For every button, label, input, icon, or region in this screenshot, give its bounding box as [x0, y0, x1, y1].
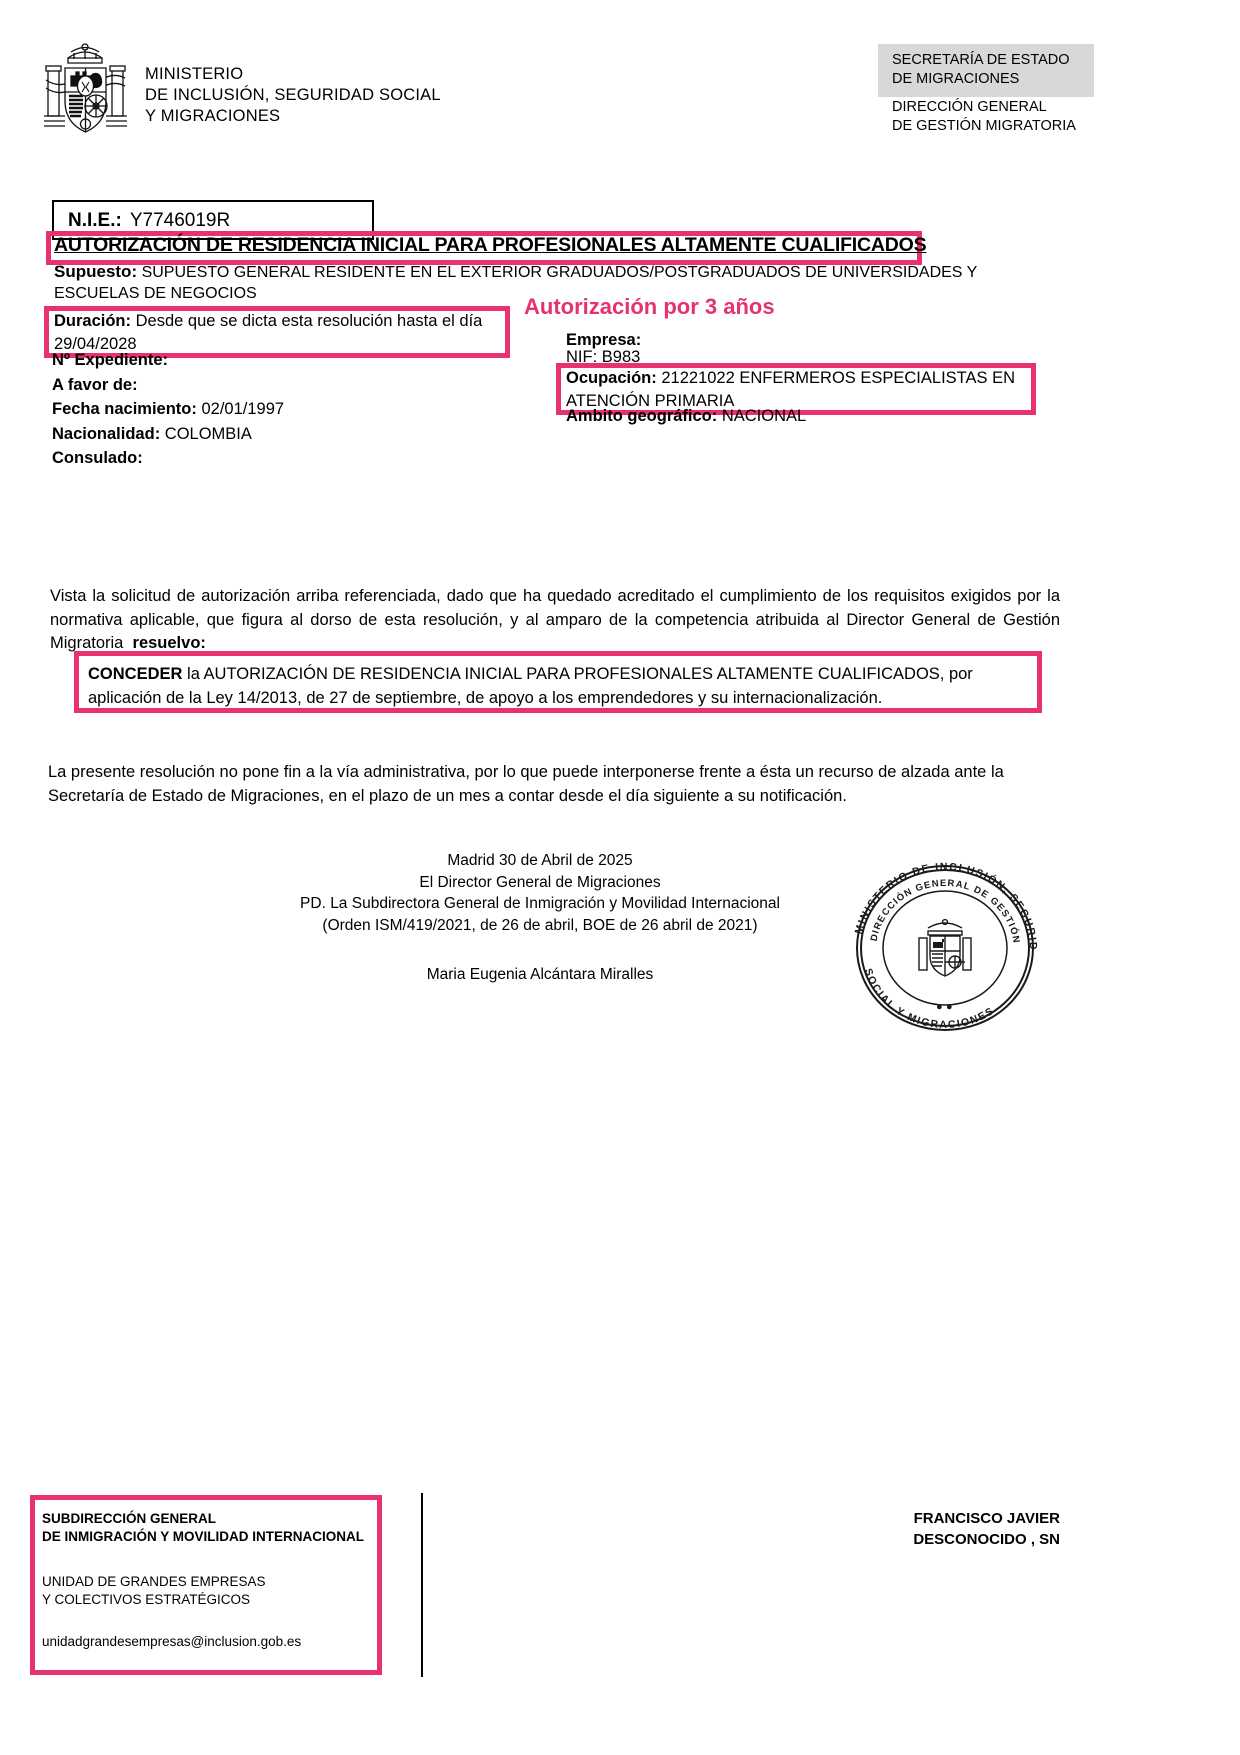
svg-text:●: ●	[946, 1001, 953, 1013]
field-fecha-nacimiento-label: Fecha nacimiento:	[52, 400, 197, 418]
footer-recipient-name: FRANCISCO JAVIER	[913, 1510, 1060, 1527]
duracion-value: Desde que se dicta esta resolución hasta el día 29/04/2028	[54, 312, 483, 353]
field-expediente	[52, 348, 284, 373]
nie-value: Y7746019R	[129, 210, 231, 231]
svg-text:MINISTERIO DE INCLUSIÓN, SEGUR: MINISTERIO DE INCLUSIÓN, SEGURID	[852, 860, 1040, 952]
field-nacionalidad-value: COLOMBIA	[164, 424, 252, 443]
footer-email[interactable]: unidadgrandesempresas@inclusion.gob.es	[42, 1634, 302, 1649]
supuesto-value: SUPUESTO GENERAL RESIDENTE EN EL EXTERIOR GRADUADOS/POSTGRADUADOS DE UNIVERSIDADES Y ESCUELAS DE NEGOCIOS	[54, 264, 978, 302]
footer-unidad-line-2: Y COLECTIVOS ESTRATÉGICOS	[42, 1592, 251, 1607]
signature-role-2: PD. La Subdirectora General de Inmigración y Movilidad Internacional	[300, 895, 780, 912]
nie-label: N.I.E.:	[68, 210, 122, 231]
field-nif-value: B983	[601, 348, 641, 366]
field-nif-label: NIF:	[566, 348, 598, 366]
nie-content	[68, 210, 230, 232]
ministry-line-1: MINISTERIO	[145, 65, 244, 83]
signature-order-ref: (Orden ISM/419/2021, de 26 de abril, BOE de 26 abril de 2021)	[322, 916, 758, 934]
field-a-favor-de	[52, 373, 284, 398]
field-consulado	[52, 446, 284, 471]
ministry-line-3: Y MIGRACIONES	[145, 107, 281, 125]
field-nacionalidad	[52, 422, 284, 447]
supuesto-label: Supuesto:	[54, 262, 138, 281]
field-expediente-label: Nº Expediente:	[52, 351, 169, 369]
footer-unidad-line-1: UNIDAD DE GRANDES EMPRESAS	[42, 1574, 266, 1589]
direccion-line-1: DIRECCIÓN GENERAL	[892, 99, 1047, 115]
field-ambito-value: NACIONAL	[721, 407, 807, 425]
conceder-keyword: CONCEDER	[88, 665, 183, 683]
field-empresa-label: Empresa:	[566, 331, 642, 349]
signatory-name: Maria Eugenia Alcántara Miralles	[426, 966, 654, 983]
direccion-general-block	[892, 98, 1076, 136]
secretaria-de-estado-block	[878, 44, 1094, 97]
footer-recipient	[700, 1508, 1060, 1550]
duracion-label: Duración:	[54, 312, 132, 330]
field-fecha-nacimiento	[52, 397, 284, 422]
applicant-fields	[52, 348, 284, 471]
body-paragraph-1	[50, 585, 1060, 656]
official-seal-stamp-icon	[840, 858, 1050, 1033]
body-paragraph-1-text: Vista la solicitud de autorización arriba referenciada, dado que ha quedado acreditado el cumplimiento de los requisitos exigidos por la normativa aplicable, que figura al dorso de esta resolución, y al amparo de la competencia atribuida al Director General de Gestión Migratoria	[50, 587, 1060, 652]
body-paragraph-2: La presente resolución no pone fin a la vía administrativa, por lo que puede interponerse frente a ésta un recurso de alzada ante la Secretaría de Estado de Migraciones, en el plazo de un mes a contar desde el día siguiente a su notificación.	[48, 763, 1004, 805]
ministry-name	[145, 64, 441, 127]
footer-vertical-divider	[421, 1493, 423, 1677]
footer-subdireccion-line-1: SUBDIRECCIÓN GENERAL	[42, 1511, 217, 1526]
svg-text:●: ●	[936, 1001, 943, 1013]
secretaria-line-2: DE MIGRACIONES	[892, 71, 1020, 87]
field-fecha-nacimiento-value: 02/01/1997	[201, 400, 285, 418]
field-a-favor-de-label: A favor de:	[52, 375, 138, 394]
resolution-title: AUTORIZACIÓN DE RESIDENCIA INICIAL PARA PROFESIONALES ALTAMENTE CUALIFICADOS	[54, 234, 927, 256]
footer-subdireccion-line-2: DE INMIGRACIÓN Y MOVILIDAD INTERNACIONAL	[42, 1529, 365, 1544]
secretaria-line-1: SECRETARÍA DE ESTADO	[892, 52, 1070, 68]
ministry-line-2: DE INCLUSIÓN, SEGURIDAD SOCIAL	[145, 86, 441, 104]
conceder-paragraph	[88, 662, 1032, 710]
field-ocupacion-label: Ocupación:	[566, 369, 657, 387]
field-consulado-label: Consulado:	[52, 449, 143, 467]
field-ambito-label: Ambito geográfico:	[566, 407, 718, 425]
signature-date: Madrid 30 de Abril de 2025	[447, 852, 633, 869]
spain-coat-of-arms-icon	[38, 36, 133, 141]
field-ocupacion-value: 21221022 ENFERMEROS ESPECIALISTAS EN ATENCIÓN PRIMARIA	[566, 369, 1016, 410]
svg-text:DIRECCIÓN GENERAL DE GESTIÓN M: DIRECCIÓN GENERAL DE GESTIÓN	[868, 877, 1022, 945]
field-nacionalidad-label: Nacionalidad:	[52, 424, 161, 443]
svg-text:SOCIAL Y MIGRACIONES: SOCIAL Y MIGRACIONES	[861, 967, 997, 1032]
resuelvo-keyword: resuelvo:	[132, 634, 206, 652]
autorizacion-anos-note: Autorización por 3 años	[524, 294, 775, 319]
field-ambito-geografico	[566, 407, 806, 426]
conceder-text: la AUTORIZACIÓN DE RESIDENCIA INICIAL PARA PROFESIONALES ALTAMENTE CUALIFICADOS, por aplicación de la Ley 14/2013, de 27 de septiembre, de apoyo a los emprendedores y su internacionalización.	[88, 665, 973, 707]
signature-block	[280, 850, 800, 936]
direccion-line-2: DE GESTIÓN MIGRATORIA	[892, 118, 1076, 134]
footer-recipient-address: DESCONOCIDO , SN	[913, 1531, 1060, 1548]
footer-subdireccion	[42, 1510, 364, 1546]
footer-unidad	[42, 1573, 266, 1609]
signature-role-1: El Director General de Migraciones	[419, 873, 661, 891]
